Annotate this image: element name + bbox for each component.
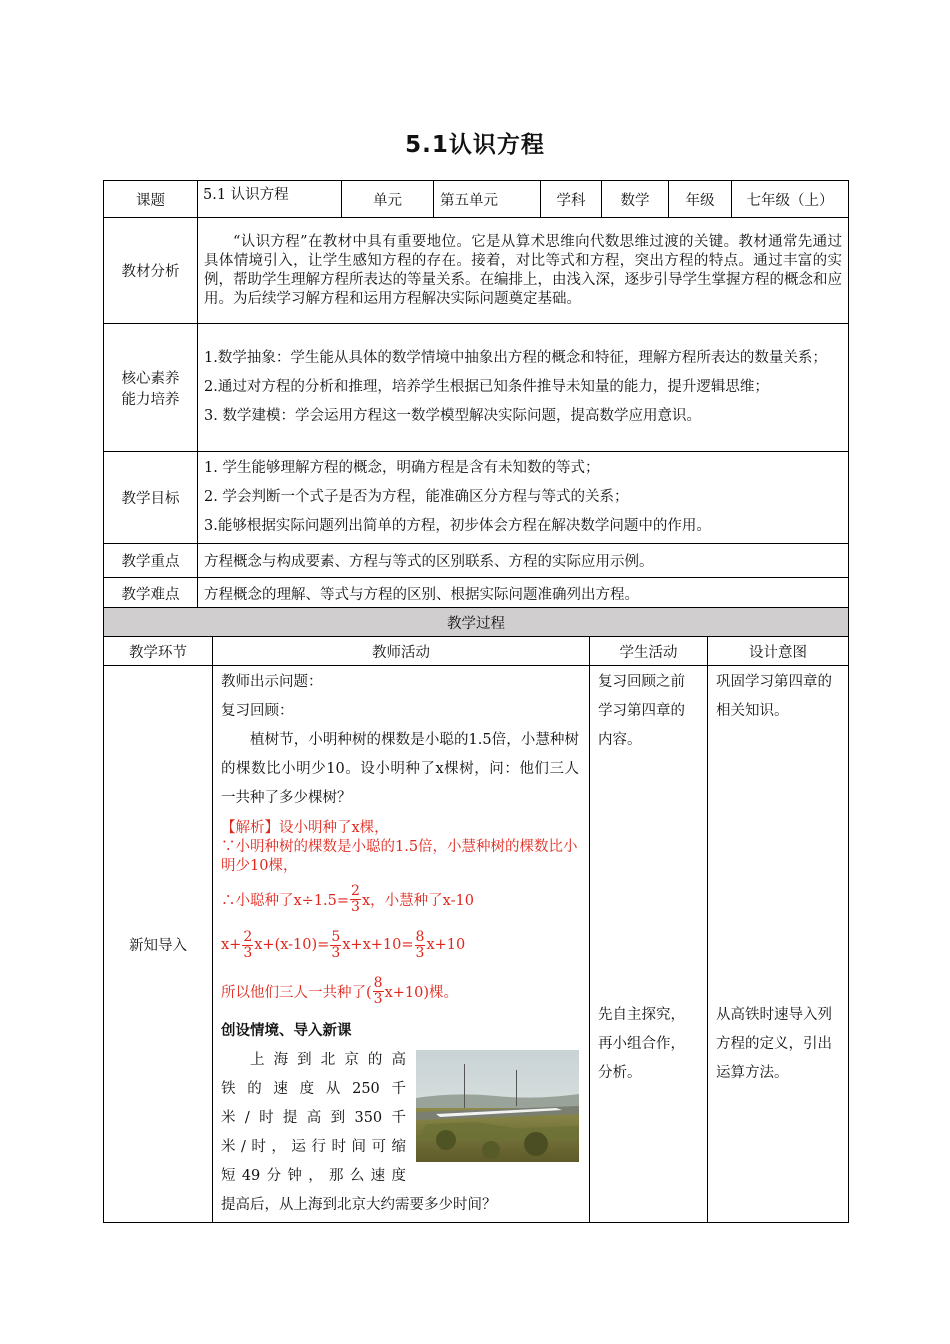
fraction-eight-thirds [373,976,384,1007]
teacher-problem: 植树节，小明种树的棵数是小聪的1.5倍，小慧种树的棵数比小明少10。设小明种了x棵树，问：他们三人一共种了多少棵树？ [221,732,579,806]
difficult-points-text: 方程概念的理解、等式与方程的区别、根据实际问题准确列出方程。 [198,578,849,610]
solution-line-1: 【解析】设小明种了x棵， [221,820,389,836]
fraction-two-thirds [242,930,253,961]
design-intent [708,666,849,1223]
info-row [104,181,849,218]
col-student: 学生活动 [590,637,708,666]
core-item-1: 1.数学抽象：学生能从具体的数学情境中抽象出方程的概念和特征，理解方程所表达的数量关系； [204,350,827,366]
analysis-row [104,218,849,324]
core-item-2: 2.通过对方程的分析和推理，培养学生根据已知条件推导未知量的能力，提升逻辑思维； [204,379,769,395]
core-label-line1: 核心素养 [121,370,180,387]
teacher-review: 复习回顾： [221,703,294,719]
lesson-info-table [103,180,849,610]
col-stage: 教学环节 [104,637,213,666]
goals-list [198,452,849,544]
goals-label: 教学目标 [104,452,198,544]
analysis-text: “认识方程”在教材中具有重要地位。它是从算术思维向代数思维过渡的关键。教材通常先通过具体情境引入，让学生感知方程的存在。接着，对比等式和方程，突出方程的特点。通过丰富的实例，帮助学生理解方程所表达的等量关系。在编排上，由浅入深，逐步引导学生掌握方程的概念和应用。为后续学习解方程和运用方程解决实际问题奠定基础。 [198,218,849,324]
goals-item-3: 3.能够根据实际问题列出简单的方程，初步体会方程在解决数学问题中的作用。 [204,518,711,534]
key-points-text: 方程概念与构成要素、方程与等式的区别联系、方程的实际应用示例。 [198,544,849,578]
frac-den: 3 [351,898,360,915]
lesson-value: 5.1 认识方程 [198,181,342,218]
page-title: 5.1认识方程 [405,132,545,158]
train-line-3: 米/时提高到350千 [221,1110,406,1126]
solution-line-4 [221,922,579,968]
train-line-6: 提高后，从上海到北京大约需要多少时间？ [221,1197,497,1213]
frac-den: 3 [331,944,341,961]
frac-num: 5 [331,928,341,945]
stage-row [104,666,849,1223]
train-line-5: 短49分钟，那么速度 [221,1168,406,1184]
solution-line-3a: ∴小聪种了x÷1.5= [221,892,350,909]
frac-num: 2 [243,928,253,945]
core-list [198,324,849,452]
solution-line-4c: x+x+10= [342,937,414,953]
fraction-two-thirds [350,884,361,915]
train-line-4: 米/时，运行时间可缩 [221,1139,406,1155]
unit-label: 单元 [342,181,434,218]
lesson-label: 课题 [104,181,198,218]
solution-block [221,819,579,1014]
solution-line-4d: x+10 [426,937,466,953]
core-label-line2: 能力培养 [121,391,180,408]
train-problem [221,1046,579,1220]
process-header-row [104,608,849,637]
frac-num: 8 [415,928,425,945]
intent-review: 巩固学习第四章的相关知识。 [716,674,832,719]
difficult-points-row [104,578,849,610]
intent-explore: 从高铁时速导入列方程的定义，引出运算方法。 [716,1007,832,1081]
unit-value: 第五单元 [434,181,541,218]
solution-line-4b: x+(x-10)= [254,937,330,953]
goals-item-2: 2. 学会判断一个式子是否为方程，能准确区分方程与等式的关系； [204,489,629,505]
stage-label: 新知导入 [104,666,213,1223]
frac-num: 8 [373,974,383,991]
train-line-2: 铁的速度从250千 [221,1081,406,1097]
col-teacher: 教师活动 [213,637,590,666]
subject-value: 数学 [602,181,669,218]
solution-line-5a: 所以他们三人一共种了( [221,984,372,1001]
train-photo-svg [416,1050,579,1162]
frac-num: 2 [351,882,360,899]
student-activity [590,666,708,1223]
process-header: 教学过程 [104,608,849,637]
solution-line-5b: x+10)棵。 [384,984,459,1001]
col-intent: 设计意图 [708,637,849,666]
frac-den: 3 [415,944,425,961]
section-heading: 创设情境、导入新课 [221,1023,352,1039]
fraction-five-thirds [330,930,341,961]
subject-label: 学科 [541,181,602,218]
key-points-label: 教学重点 [104,544,198,578]
goals-row [104,452,849,544]
solution-line-3 [221,876,579,922]
student-explore: 先自主探究，再小组合作，分析。 [598,1007,685,1081]
solution-line-3b: x，小慧种了x-10 [361,892,474,909]
solution-line-5 [221,968,579,1014]
high-speed-train-photo [416,1050,579,1162]
goals-item-1: 1. 学生能够理解方程的概念，明确方程是含有未知数的等式； [204,460,600,476]
fraction-eight-thirds [415,930,426,961]
analysis-label: 教材分析 [104,218,198,324]
student-review: 复习回顾之前学习第四章的内容。 [598,674,685,748]
core-row [104,324,849,452]
difficult-points-label: 教学难点 [104,578,198,610]
frac-den: 3 [243,944,253,961]
solution-line-4a: x+ [221,937,242,953]
key-points-row [104,544,849,578]
grade-value: 七年级（上） [732,181,849,218]
frac-den: 3 [373,990,383,1007]
process-table [103,607,849,1223]
solution-line-2: ∵小明种树的棵数是小聪的1.5倍，小慧种树的棵数比小明少10棵， [221,839,578,874]
train-line-1: 上海到北京的高 [250,1052,406,1068]
core-item-3: 3. 数学建模：学会运用方程这一数学模型解决实际问题，提高数学应用意识。 [204,408,701,424]
teacher-activity [213,666,590,1223]
core-label [104,324,198,452]
grade-label: 年级 [669,181,732,218]
column-header-row [104,637,849,666]
teacher-intro: 教师出示问题： [221,674,323,690]
